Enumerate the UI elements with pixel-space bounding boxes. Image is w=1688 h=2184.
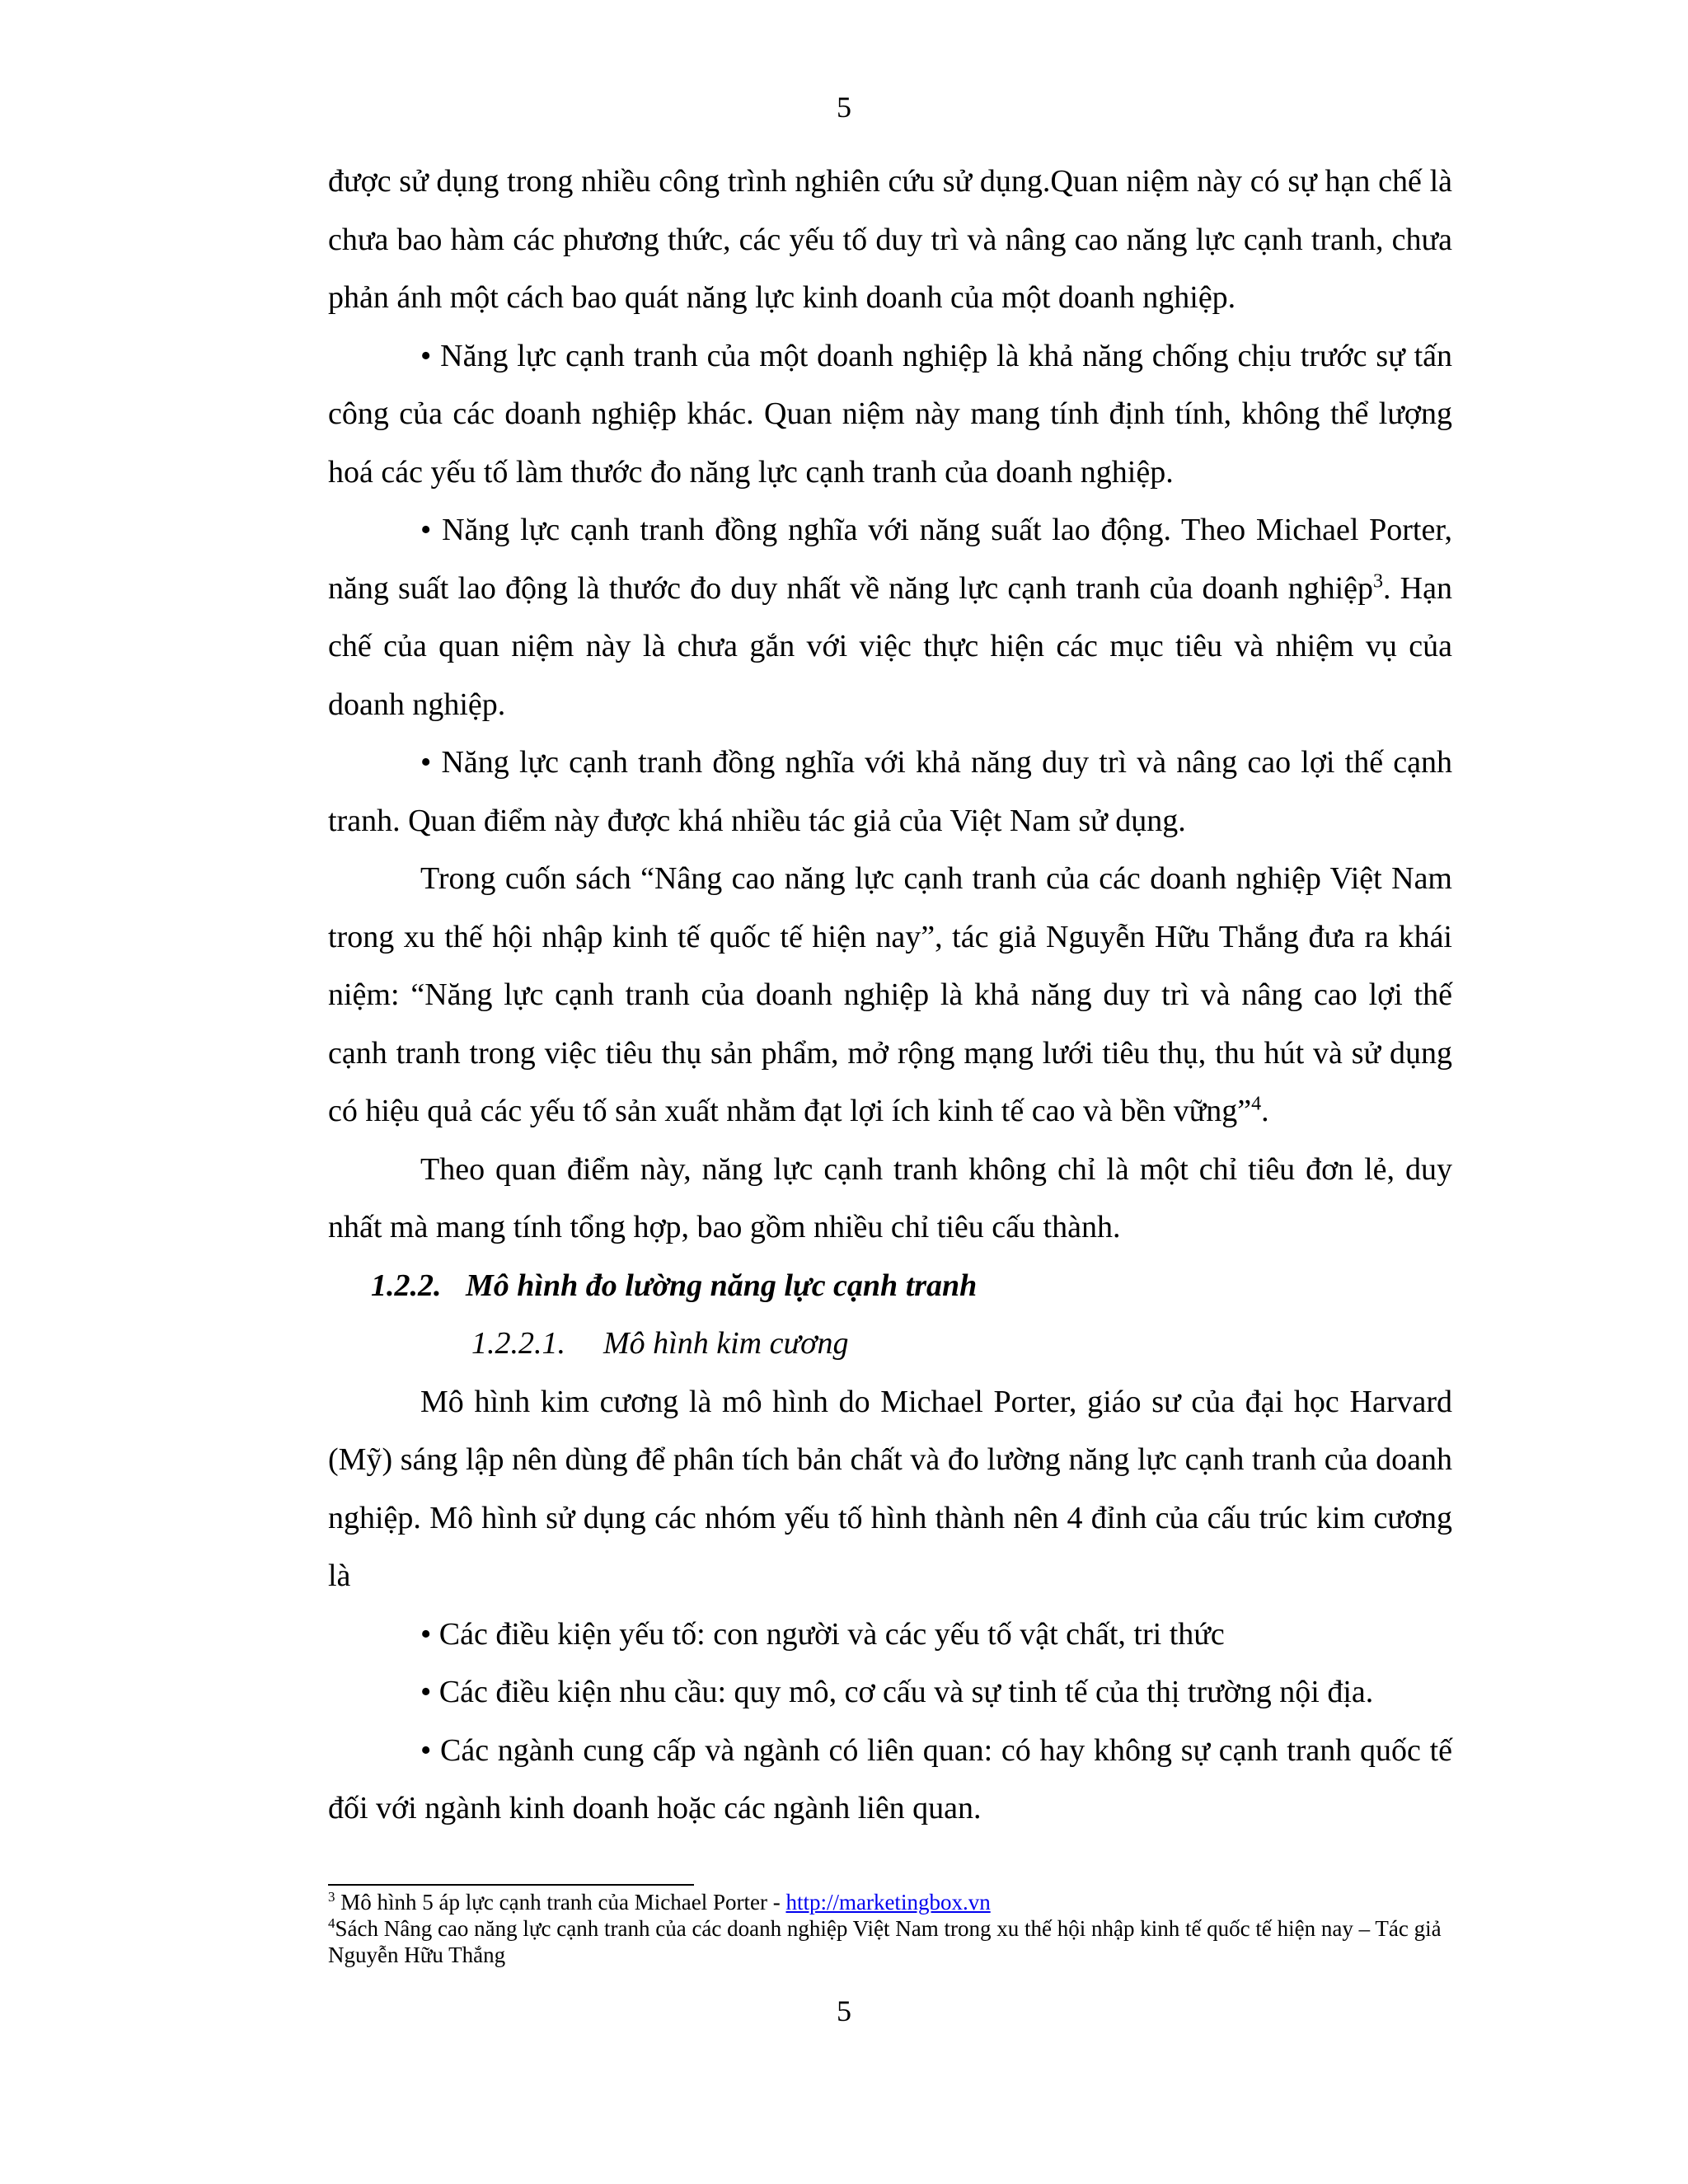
footnote-separator [328,1884,694,1886]
bullet-productivity-text-end: . Hạn chế của quan niệm này là chưa gắn với việc thực hiện các mục tiêu và nhiệm vụ của doanh nghiệp. [328,570,1452,722]
bullet-resistance: • Năng lực cạnh tranh của một doanh nghiệp là khả năng chống chịu trước sự tấn công của các doanh nghiệp khác. Quan niệm này mang tính định tính, không thể lượng hoá các yếu tố làm thước đo năng lực cạnh tranh của doanh nghiệp. [328,338,1452,490]
bullet-demand-conditions: • Các điều kiện nhu cầu: quy mô, cơ cấu và sự tinh tế của thị trường nội địa. [420,1675,1374,1709]
paragraph-book-definition [328,850,1452,1141]
bullet-factor-conditions: • Các điều kiện yếu tố: con người và các yếu tố vật chất, tri thức [420,1616,1225,1652]
bullet-productivity-text: • Năng lực cạnh tranh đồng nghĩa với năng suất lao động. Theo Michael Porter, năng suất lao động là thước đo duy nhất về năng lực cạnh tranh của doanh nghiệp [328,513,1452,606]
page-number-bottom: 5 [837,1994,851,2027]
bullet-related-industries: • Các ngành cung cấp và ngành có liên quan: có hay không sự cạnh tranh quốc tế đối với ngành kinh doanh hoặc các ngành liên quan. [328,1732,1452,1825]
paragraph-viewpoint: Theo quan điểm này, năng lực cạnh tranh không chỉ là một chỉ tiêu đơn lẻ, duy nhất mà mang tính tổng hợp, bao gồm nhiều chỉ tiêu cấu thành. [328,1151,1452,1244]
footnote-ref-3[interactable]: 3 [1373,569,1383,592]
footnote-4 [328,1915,1452,1968]
heading-subsection-1-2-2-1 [328,1315,1452,1373]
heading-section-1-2-2 [328,1257,1452,1315]
book-definition-text-end: . [1261,1094,1269,1128]
footnote-3 [328,1889,1452,1915]
body-text [328,152,1452,1838]
book-definition-text: Trong cuốn sách “Nâng cao năng lực cạnh tranh của các doanh nghiệp Việt Nam trong xu thế hội nhập kinh tế quốc tế hiện nay”, tác giả Nguyễn Hữu Thắng đưa ra khái niệm: “Năng lực cạnh tranh của doanh nghiệp là khả năng duy trì và nâng cao lợi thế cạnh tranh trong việc tiêu thụ sản phẩm, mở rộng mạng lưới tiêu thụ, thu hút và sử dụng có hiệu quả các yếu tố sản xuất nhằm đạt lợi ích kinh tế cao và bền vững” [328,861,1452,1128]
heading-section-title: Mô hình đo lường năng lực cạnh tranh [466,1268,978,1303]
footnote-4-mark: 4 [328,1915,335,1931]
bullet-advantage: • Năng lực cạnh tranh đồng nghĩa với khả năng duy trì và nâng cao lợi thế cạnh tranh. Quan điểm này được khá nhiều tác giả của Việt Nam sử dụng. [328,745,1452,838]
page-number-top: 5 [837,91,851,124]
paragraph-diamond-model: Mô hình kim cương là mô hình do Michael Porter, giáo sư của đại học Harvard (Mỹ) sáng lập nên dùng để phân tích bản chất và đo lường năng lực cạnh tranh của doanh nghiệp. Mô hình sử dụng các nhóm yếu tố hình thành nên 4 đỉnh của cấu trúc kim cương là [328,1384,1452,1593]
heading-subsection-title: Mô hình kim cương [603,1326,849,1361]
footnote-ref-4[interactable]: 4 [1251,1093,1262,1115]
heading-section-number: 1.2.2. [371,1268,442,1303]
paragraph-limitations: được sử dụng trong nhiều công trình nghiên cứu sử dụng.Quan niệm này có sự hạn chế là chưa bao hàm các phương thức, các yếu tố duy trì và nâng cao năng lực cạnh tranh, chưa phản ánh một cách bao quát năng lực kinh doanh của một doanh nghiệp. [328,164,1452,315]
bullet-productivity [328,501,1452,733]
footnote-3-text: Mô hình 5 áp lực cạnh tranh của Michael Porter - [335,1890,786,1915]
footnote-3-mark: 3 [328,1889,335,1905]
heading-subsection-number: 1.2.2.1. [471,1326,565,1361]
footnote-3-link[interactable]: http://marketingbox.vn [785,1890,991,1915]
footnotes [328,1889,1452,1968]
footnote-4-text: Sách Nâng cao năng lực cạnh tranh của các doanh nghiệp Việt Nam trong xu thế hội nhập kinh tế quốc tế hiện nay – Tác giả Nguyễn Hữu Thắng [328,1916,1442,1967]
